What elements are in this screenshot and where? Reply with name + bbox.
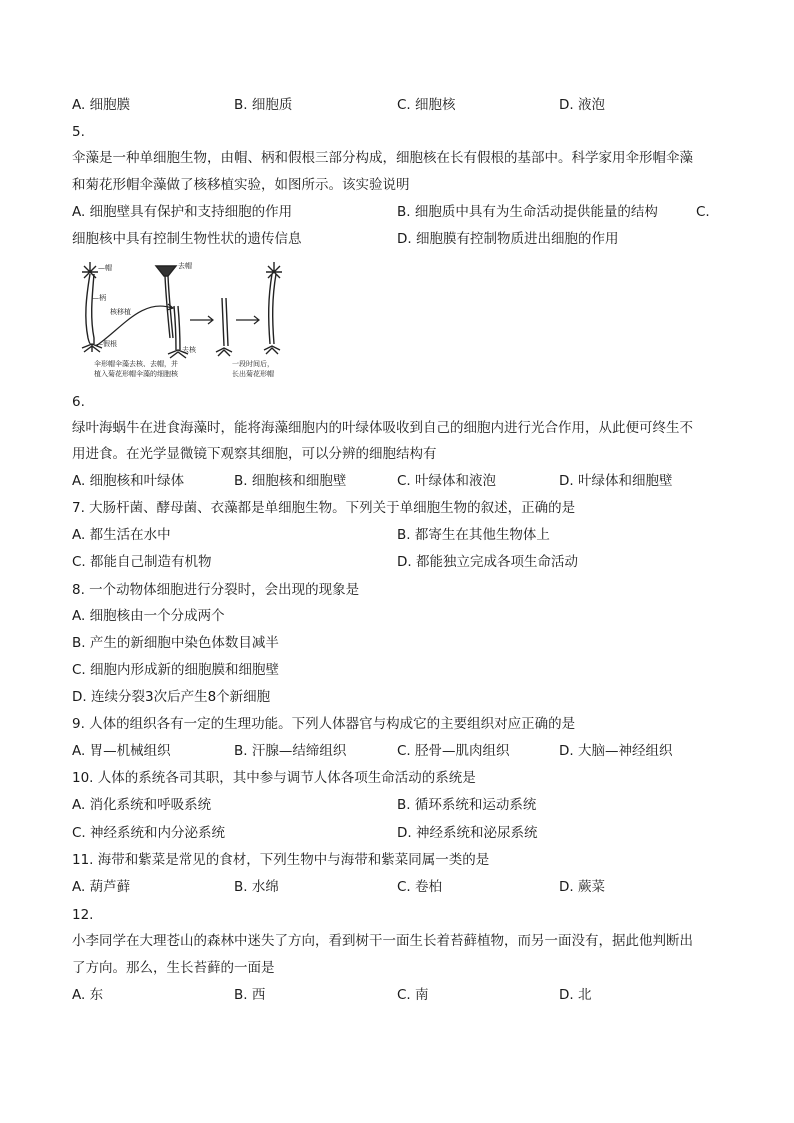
q6-option-b[interactable]: B. 细胞核和细胞壁 bbox=[234, 473, 347, 489]
q7-option-c[interactable]: C. 都能自己制造有机物 bbox=[72, 554, 212, 570]
q6-number: 6. bbox=[72, 394, 85, 410]
q11-stem: 11. 海带和紫菜是常见的食材，下列生物中与海带和紫菜同属一类的是 bbox=[72, 852, 490, 868]
q9-options bbox=[72, 741, 732, 761]
label-transfer: 核移植 bbox=[110, 308, 131, 316]
label-remove-nucleus: 去核 bbox=[182, 346, 196, 354]
q8-option-c[interactable]: C. 细胞内形成新的细胞膜和细胞壁 bbox=[72, 662, 280, 678]
figure-svg bbox=[72, 258, 284, 386]
q12-option-d[interactable]: D. 北 bbox=[559, 987, 592, 1003]
caption-right-line-2: 长出菊花形帽 bbox=[232, 370, 274, 378]
q7-option-a[interactable]: A. 都生活在水中 bbox=[72, 527, 171, 543]
umbrella-alga-top bbox=[156, 266, 176, 338]
label-remove-cap: 去帽 bbox=[178, 262, 192, 270]
q12-stem-line-1: 小李同学在大理苍山的森林中迷失了方向，看到树干一面生长着苔藓植物，而另一面没有，据此他判断出 bbox=[72, 933, 693, 949]
q5-options-row-2 bbox=[72, 229, 732, 249]
q6-options bbox=[72, 471, 732, 491]
label-cap: —帽 bbox=[98, 264, 112, 272]
q11-option-a[interactable]: A. 葫芦藓 bbox=[72, 879, 131, 895]
q11-options bbox=[72, 877, 732, 897]
q4-option-c[interactable]: C. 细胞核 bbox=[397, 97, 456, 113]
q5-stem-line-1: 伞藻是一种单细胞生物，由帽、柄和假根三部分构成，细胞核在长有假根的基部中。科学家用伞形帽伞藻 bbox=[72, 150, 693, 166]
caption-left-line-2: 植入菊花形帽伞藻的细胞核 bbox=[94, 370, 178, 378]
q6-option-a[interactable]: A. 细胞核和叶绿体 bbox=[72, 473, 185, 489]
q5-option-d[interactable]: D. 细胞膜有控制物质进出细胞的作用 bbox=[397, 231, 619, 247]
q5-option-c[interactable]: 细胞核中具有控制生物性状的遗传信息 bbox=[72, 231, 302, 247]
q12-option-c[interactable]: C. 南 bbox=[397, 987, 429, 1003]
q5-options-row-1 bbox=[72, 202, 732, 222]
q12-option-b[interactable]: B. 西 bbox=[234, 987, 266, 1003]
q9-option-b[interactable]: B. 汗腺—结缔组织 bbox=[234, 743, 347, 759]
q12-stem-line-2: 了方向。那么，生长苔藓的一面是 bbox=[72, 960, 275, 976]
q9-option-c[interactable]: C. 胫骨—肌肉组织 bbox=[397, 743, 510, 759]
q8-option-d[interactable]: D. 连续分裂3次后产生8个新细胞 bbox=[72, 689, 271, 705]
q8-option-b[interactable]: B. 产生的新细胞中染色体数目减半 bbox=[72, 635, 279, 651]
q7-option-b[interactable]: B. 都寄生在其他生物体上 bbox=[397, 527, 550, 543]
chrysanthemum-alga-right bbox=[264, 262, 282, 354]
q5-number: 5. bbox=[72, 124, 85, 140]
q4-option-a[interactable]: A. 细胞膜 bbox=[72, 97, 131, 113]
q7-options-row-2 bbox=[72, 552, 732, 572]
q5-option-a[interactable]: A. 细胞壁具有保护和支持细胞的作用 bbox=[72, 204, 293, 220]
q10-option-d[interactable]: D. 神经系统和泌尿系统 bbox=[397, 825, 538, 841]
q12-number: 12. bbox=[72, 907, 94, 923]
q12-options bbox=[72, 985, 732, 1005]
q4-options bbox=[72, 95, 732, 115]
q10-options-row-2 bbox=[72, 823, 732, 843]
q11-option-c[interactable]: C. 卷柏 bbox=[397, 879, 443, 895]
caption-right-line-1: 一段时间后， bbox=[232, 360, 274, 368]
q11-option-d[interactable]: D. 蕨菜 bbox=[559, 879, 605, 895]
q12-option-a[interactable]: A. 东 bbox=[72, 987, 104, 1003]
q10-options-row-1 bbox=[72, 795, 732, 815]
q6-option-c[interactable]: C. 叶绿体和液泡 bbox=[397, 473, 497, 489]
q10-option-b[interactable]: B. 循环系统和运动系统 bbox=[397, 797, 537, 813]
caption-left-line-1: 伞形帽伞藻去核、去帽，并 bbox=[94, 360, 178, 368]
q4-option-b[interactable]: B. 细胞质 bbox=[234, 97, 293, 113]
label-rhizoid: —假根 bbox=[96, 340, 117, 348]
regenerating-stalk bbox=[216, 298, 232, 356]
q7-options-row-1 bbox=[72, 525, 732, 545]
q8-option-a[interactable]: A. 细胞核由一个分成两个 bbox=[72, 608, 225, 624]
q5-option-c-prefix[interactable]: C. bbox=[696, 204, 710, 220]
q9-stem: 9. 人体的组织各有一定的生理功能。下列人体器官与构成它的主要组织对应正确的是 bbox=[72, 716, 576, 732]
q7-stem: 7. 大肠杆菌、酵母菌、衣藻都是单细胞生物。下列关于单细胞生物的叙述，正确的是 bbox=[72, 500, 576, 516]
q6-stem-line-1: 绿叶海蜗牛在进食海藻时，能将海藻细胞内的叶绿体吸收到自己的细胞内进行光合作用，从此便可终生不 bbox=[72, 420, 693, 436]
q10-stem: 10. 人体的系统各司其职，其中参与调节人体各项生命活动的系统是 bbox=[72, 770, 476, 786]
q8-stem: 8. 一个动物体细胞进行分裂时，会出现的现象是 bbox=[72, 582, 360, 598]
q4-option-d[interactable]: D. 液泡 bbox=[559, 97, 605, 113]
acetabularia-nuclear-transfer-figure bbox=[72, 258, 284, 386]
label-stalk: —柄 bbox=[92, 294, 106, 302]
q11-option-b[interactable]: B. 水绵 bbox=[234, 879, 279, 895]
q7-option-d[interactable]: D. 都能独立完成各项生命活动 bbox=[397, 554, 578, 570]
q9-option-d[interactable]: D. 大脑—神经组织 bbox=[559, 743, 673, 759]
chrysanthemum-alga-left bbox=[82, 262, 102, 352]
q5-stem-line-2: 和菊花形帽伞藻做了核移植实验，如图所示。该实验说明 bbox=[72, 177, 410, 193]
q6-stem-line-2: 用进食。在光学显微镜下观察其细胞，可以分辨的细胞结构有 bbox=[72, 446, 437, 462]
q10-option-a[interactable]: A. 消化系统和呼吸系统 bbox=[72, 797, 212, 813]
q6-option-d[interactable]: D. 叶绿体和细胞壁 bbox=[559, 473, 673, 489]
q9-option-a[interactable]: A. 胃—机械组织 bbox=[72, 743, 171, 759]
q10-option-c[interactable]: C. 神经系统和内分泌系统 bbox=[72, 825, 226, 841]
q5-option-b[interactable]: B. 细胞质中具有为生命活动提供能量的结构 bbox=[397, 204, 658, 220]
